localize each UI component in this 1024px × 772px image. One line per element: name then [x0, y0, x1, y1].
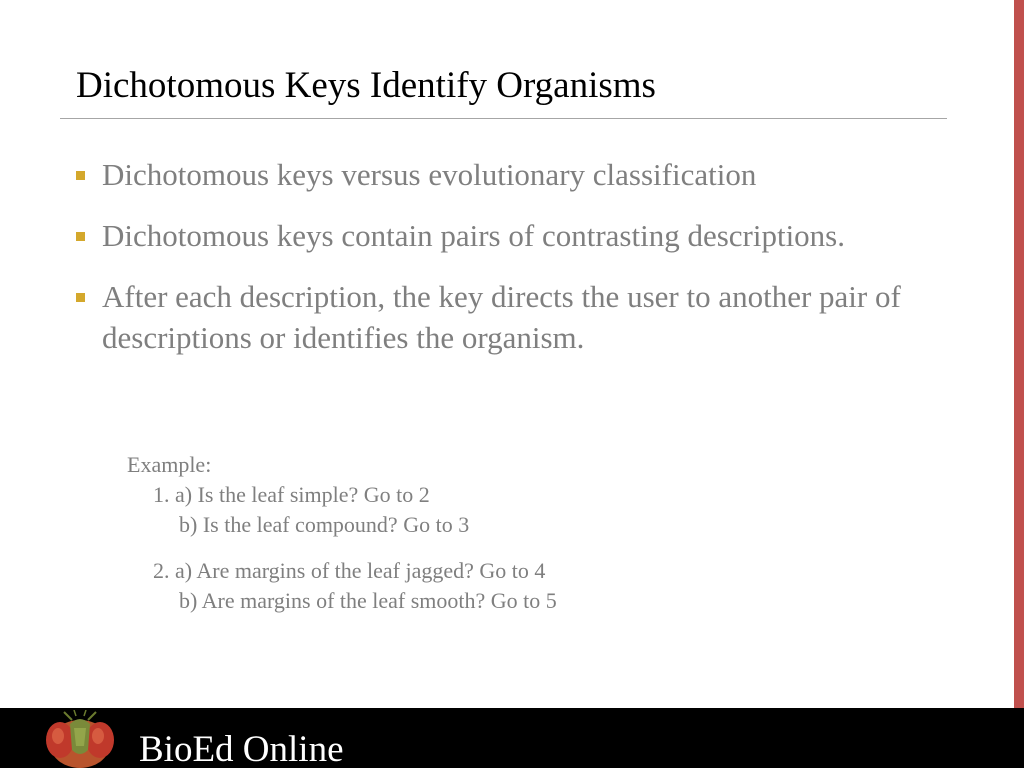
bullet-text: After each description, the key directs the user to another pair of descriptions or identifies the organism.	[102, 279, 901, 355]
slide-title: Dichotomous Keys Identify Organisms	[76, 65, 656, 106]
bullet-text: Dichotomous keys contain pairs of contrasting descriptions.	[102, 218, 846, 253]
bullet-text: Dichotomous keys versus evolutionary classification	[102, 157, 757, 192]
footer-brand: BioEd Online	[139, 729, 344, 770]
example-step2-b: b) Are margins of the leaf smooth? Go to 5	[179, 588, 557, 613]
title-divider	[60, 118, 947, 119]
footer-bar	[0, 708, 1024, 768]
bullet-item	[76, 276, 956, 358]
fruit-fly-head-icon	[40, 710, 120, 768]
example-heading: Example:	[127, 452, 212, 477]
example-block	[127, 450, 557, 616]
example-step2-a: 2. a) Are margins of the leaf jagged? Go to 4	[153, 558, 546, 583]
bullet-square-icon	[76, 232, 85, 241]
accent-side-bar	[1014, 0, 1024, 708]
bullet-item	[76, 215, 956, 256]
bullet-square-icon	[76, 171, 85, 180]
example-step1-a: 1. a) Is the leaf simple? Go to 2	[153, 482, 430, 507]
bullet-square-icon	[76, 293, 85, 302]
example-step1-b: b) Is the leaf compound? Go to 3	[179, 512, 470, 537]
bullet-list	[76, 154, 956, 378]
bullet-item	[76, 154, 956, 195]
